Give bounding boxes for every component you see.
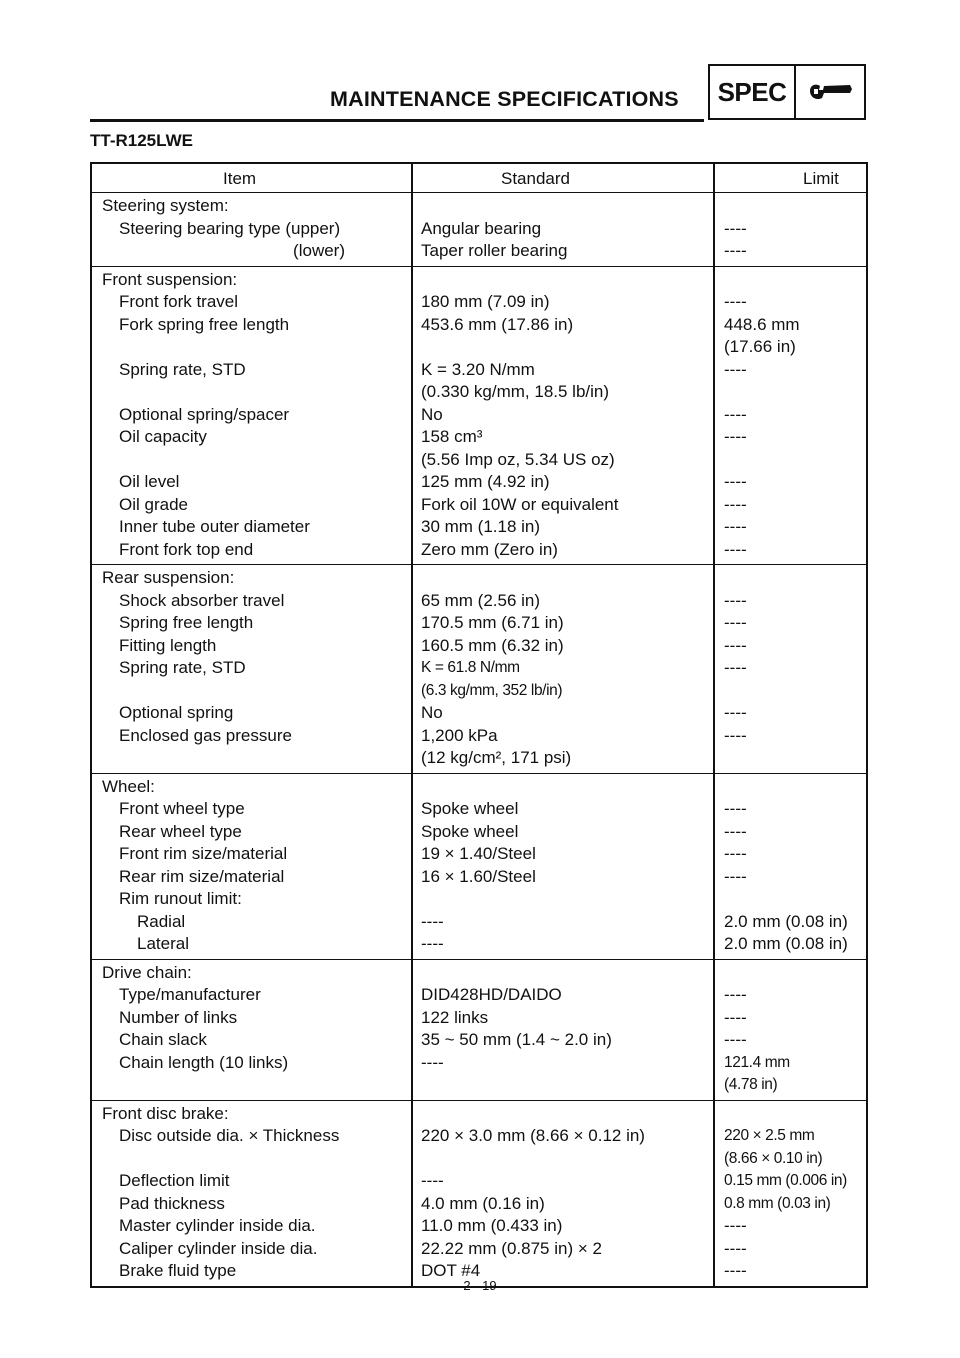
standard-cell: 170.5 mm (6.71 in)	[421, 613, 564, 632]
table-row	[92, 962, 866, 985]
item-cell: Optional spring	[119, 703, 234, 722]
item-cell: Shock absorber travel	[119, 590, 285, 610]
limit-cell: (17.66 in)	[724, 337, 796, 356]
item-cell: Rear rim size/material	[119, 866, 285, 886]
spec-group	[92, 564, 866, 773]
standard-cell: 19 × 1.40/Steel	[421, 844, 536, 863]
standard-cell: No	[421, 404, 443, 424]
wrench-icon	[796, 66, 864, 118]
standard-cell: 16 × 1.60/Steel	[421, 866, 536, 886]
item-cell: Caliper cylinder inside dia.	[119, 1238, 318, 1258]
table-row	[92, 1148, 866, 1171]
limit-cell: ----	[724, 241, 747, 260]
item-cell: Fork spring free length	[119, 314, 290, 334]
item-cell: Radial	[137, 911, 186, 931]
item-cell: Front suspension:	[102, 269, 238, 289]
table-row	[92, 404, 866, 427]
table-row	[92, 866, 866, 889]
standard-cell: Fork oil 10W or equivalent	[421, 494, 619, 514]
standard-cell: DID428HD/DAIDO	[421, 985, 562, 1004]
item-cell: Spring free length	[119, 613, 254, 632]
limit-cell: ----	[724, 1238, 747, 1258]
table-row	[92, 1193, 866, 1216]
column-header-standard: Standard	[501, 169, 570, 188]
table-row	[92, 567, 866, 590]
table-row	[92, 776, 866, 799]
standard-cell: 122 links	[421, 1007, 489, 1027]
standard-cell: Taper roller bearing	[421, 241, 568, 260]
standard-cell: 35 ~ 50 mm (1.4 ~ 2.0 in)	[421, 1030, 612, 1049]
limit-cell: ----	[724, 1007, 747, 1027]
standard-cell: Zero mm (Zero in)	[421, 539, 558, 559]
item-cell: Pad thickness	[119, 1193, 225, 1213]
page-number: 2 - 19	[463, 1278, 497, 1293]
table-row	[92, 218, 866, 241]
standard-cell: Spoke wheel	[421, 821, 519, 841]
standard-cell: ----	[421, 1171, 444, 1190]
item-cell: Rear wheel type	[119, 821, 242, 841]
limit-cell: ----	[724, 427, 747, 446]
item-cell: Chain slack	[119, 1030, 207, 1049]
item-cell: Rear suspension:	[102, 568, 235, 587]
column-header-limit: Limit	[803, 169, 839, 188]
table-row	[92, 1170, 866, 1193]
limit-cell: 0.8 mm (0.03 in)	[724, 1194, 831, 1212]
limit-cell: 2.0 mm (0.08 in)	[724, 911, 848, 931]
table-row	[92, 449, 866, 472]
item-cell: Enclosed gas pressure	[119, 725, 292, 745]
item-cell: Spring rate, STD	[119, 359, 246, 379]
limit-cell: ----	[724, 472, 747, 491]
limit-cell: ----	[724, 658, 747, 677]
item-cell: Front disc brake:	[102, 1103, 229, 1123]
limit-cell: ----	[724, 590, 747, 610]
table-row	[92, 1052, 866, 1075]
limit-cell: ----	[724, 703, 747, 722]
standard-cell: 1,200 kPa	[421, 725, 498, 745]
limit-cell: 2.0 mm (0.08 in)	[724, 934, 848, 953]
spec-group	[92, 193, 866, 266]
table-row	[92, 516, 866, 539]
table-row	[92, 240, 866, 263]
standard-cell: DOT #4	[421, 1261, 481, 1280]
limit-cell: ----	[724, 866, 747, 886]
item-cell: Steering system:	[102, 196, 229, 215]
limit-cell: ----	[724, 1216, 747, 1235]
header-rule	[90, 119, 704, 122]
column-header-item: Item	[223, 169, 257, 188]
spec-group	[92, 959, 866, 1100]
item-cell: Oil level	[119, 472, 180, 491]
limit-cell: ----	[724, 359, 747, 379]
item-cell: Chain length (10 links)	[119, 1052, 289, 1072]
item-cell: Number of links	[119, 1007, 238, 1027]
standard-cell: 160.5 mm (6.32 in)	[421, 635, 564, 655]
table-row	[92, 1125, 866, 1148]
item-cell: Type/manufacturer	[119, 985, 261, 1004]
item-cell: (lower)	[293, 241, 345, 260]
spec-label: SPEC	[710, 66, 796, 118]
table-row	[92, 798, 866, 821]
table-row	[92, 195, 866, 218]
limit-cell: ----	[724, 1030, 747, 1049]
table-row	[92, 635, 866, 658]
limit-cell: ----	[724, 1261, 747, 1280]
limit-cell: ----	[724, 799, 747, 818]
item-cell: Deflection limit	[119, 1171, 230, 1190]
table-row	[92, 314, 866, 337]
limit-cell: 0.15 mm (0.006 in)	[724, 1172, 847, 1189]
standard-cell: Spoke wheel	[421, 799, 519, 818]
limit-cell: ----	[724, 404, 747, 424]
table-row	[92, 657, 866, 680]
standard-cell: 65 mm (2.56 in)	[421, 590, 541, 610]
item-cell: Front fork top end	[119, 539, 254, 559]
item-cell: Optional spring/spacer	[119, 404, 290, 424]
table-header	[92, 164, 866, 193]
standard-cell: (5.56 Imp oz, 5.34 US oz)	[421, 449, 615, 469]
standard-cell: 180 mm (7.09 in)	[421, 292, 550, 311]
table-row	[92, 680, 866, 703]
limit-cell: ----	[724, 725, 747, 745]
table-row	[92, 590, 866, 613]
table-row	[92, 702, 866, 725]
table-row	[92, 747, 866, 770]
standard-cell: K = 61.8 N/mm	[421, 659, 520, 676]
table-row	[92, 269, 866, 292]
spec-group	[92, 1100, 866, 1286]
item-cell: Rim runout limit:	[119, 889, 242, 908]
limit-cell: 220 × 2.5 mm	[724, 1127, 815, 1144]
standard-cell: 220 × 3.0 mm (8.66 × 0.12 in)	[421, 1126, 645, 1145]
table-row	[92, 471, 866, 494]
limit-cell: 448.6 mm	[724, 314, 800, 334]
standard-cell: 453.6 mm (17.86 in)	[421, 314, 574, 334]
limit-cell: ----	[724, 821, 747, 841]
standard-cell: (12 kg/cm², 171 psi)	[421, 748, 572, 767]
standard-cell: 22.22 mm (0.875 in) × 2	[421, 1238, 602, 1258]
table-row	[92, 494, 866, 517]
table-row	[92, 291, 866, 314]
item-cell: Disc outside dia. × Thickness	[119, 1126, 340, 1145]
table-row	[92, 888, 866, 911]
spec-table	[90, 162, 868, 1288]
limit-cell: ----	[724, 985, 747, 1004]
limit-cell: (4.78 in)	[724, 1076, 778, 1093]
standard-cell: No	[421, 703, 443, 722]
table-row	[92, 1215, 866, 1238]
limit-cell: ----	[724, 844, 747, 863]
limit-cell: ----	[724, 635, 747, 655]
table-row	[92, 843, 866, 866]
item-cell: Drive chain:	[102, 962, 192, 982]
table-row	[92, 336, 866, 359]
item-cell: Steering bearing type (upper)	[119, 218, 341, 238]
standard-cell: 30 mm (1.18 in)	[421, 517, 541, 536]
item-cell: Fitting length	[119, 635, 217, 655]
table-row	[92, 539, 866, 562]
table-row	[92, 1007, 866, 1030]
table-row	[92, 933, 866, 956]
limit-cell: ----	[724, 494, 747, 514]
limit-cell: ----	[724, 517, 747, 536]
table-row	[92, 612, 866, 635]
page-title: MAINTENANCE SPECIFICATIONS	[330, 87, 679, 111]
standard-cell: ----	[421, 1052, 444, 1072]
item-cell: Lateral	[137, 934, 189, 953]
table-row	[92, 381, 866, 404]
table-row	[92, 426, 866, 449]
standard-cell: Angular bearing	[421, 218, 542, 238]
standard-cell: (0.330 kg/mm, 18.5 lb/in)	[421, 382, 610, 401]
standard-cell: 4.0 mm (0.16 in)	[421, 1193, 545, 1213]
table-row	[92, 1238, 866, 1261]
standard-cell: 125 mm (4.92 in)	[421, 472, 550, 491]
limit-cell: ----	[724, 613, 747, 632]
standard-cell: 158 cm³	[421, 427, 483, 446]
table-row	[92, 911, 866, 934]
item-cell: Front rim size/material	[119, 844, 288, 863]
limit-cell: (8.66 × 0.10 in)	[724, 1149, 823, 1167]
spec-group	[92, 266, 866, 565]
model-name: TT-R125LWE	[90, 131, 193, 150]
standard-cell: ----	[421, 911, 444, 931]
item-cell: Inner tube outer diameter	[119, 517, 310, 536]
table-row	[92, 1103, 866, 1126]
item-cell: Front wheel type	[119, 799, 245, 818]
spec-group	[92, 773, 866, 959]
item-cell: Oil capacity	[119, 427, 207, 446]
table-row	[92, 1074, 866, 1097]
limit-cell: ----	[724, 539, 747, 559]
limit-cell: 121.4 mm	[724, 1053, 790, 1071]
limit-cell: ----	[724, 218, 747, 238]
standard-cell: ----	[421, 934, 444, 953]
table-row	[92, 821, 866, 844]
limit-cell: ----	[724, 292, 747, 311]
item-cell: Master cylinder inside dia.	[119, 1216, 316, 1235]
standard-cell: (6.3 kg/mm, 352 lb/in)	[421, 681, 563, 699]
table-row	[92, 1029, 866, 1052]
item-cell: Front fork travel	[119, 292, 239, 311]
table-row	[92, 725, 866, 748]
standard-cell: K = 3.20 N/mm	[421, 359, 535, 379]
standard-cell: 11.0 mm (0.433 in)	[421, 1216, 563, 1235]
item-cell: Brake fluid type	[119, 1261, 237, 1280]
item-cell: Wheel:	[102, 776, 155, 796]
item-cell: Spring rate, STD	[119, 658, 246, 677]
item-cell: Oil grade	[119, 494, 188, 514]
table-row	[92, 359, 866, 382]
spec-badge	[708, 64, 866, 120]
table-row	[92, 984, 866, 1007]
